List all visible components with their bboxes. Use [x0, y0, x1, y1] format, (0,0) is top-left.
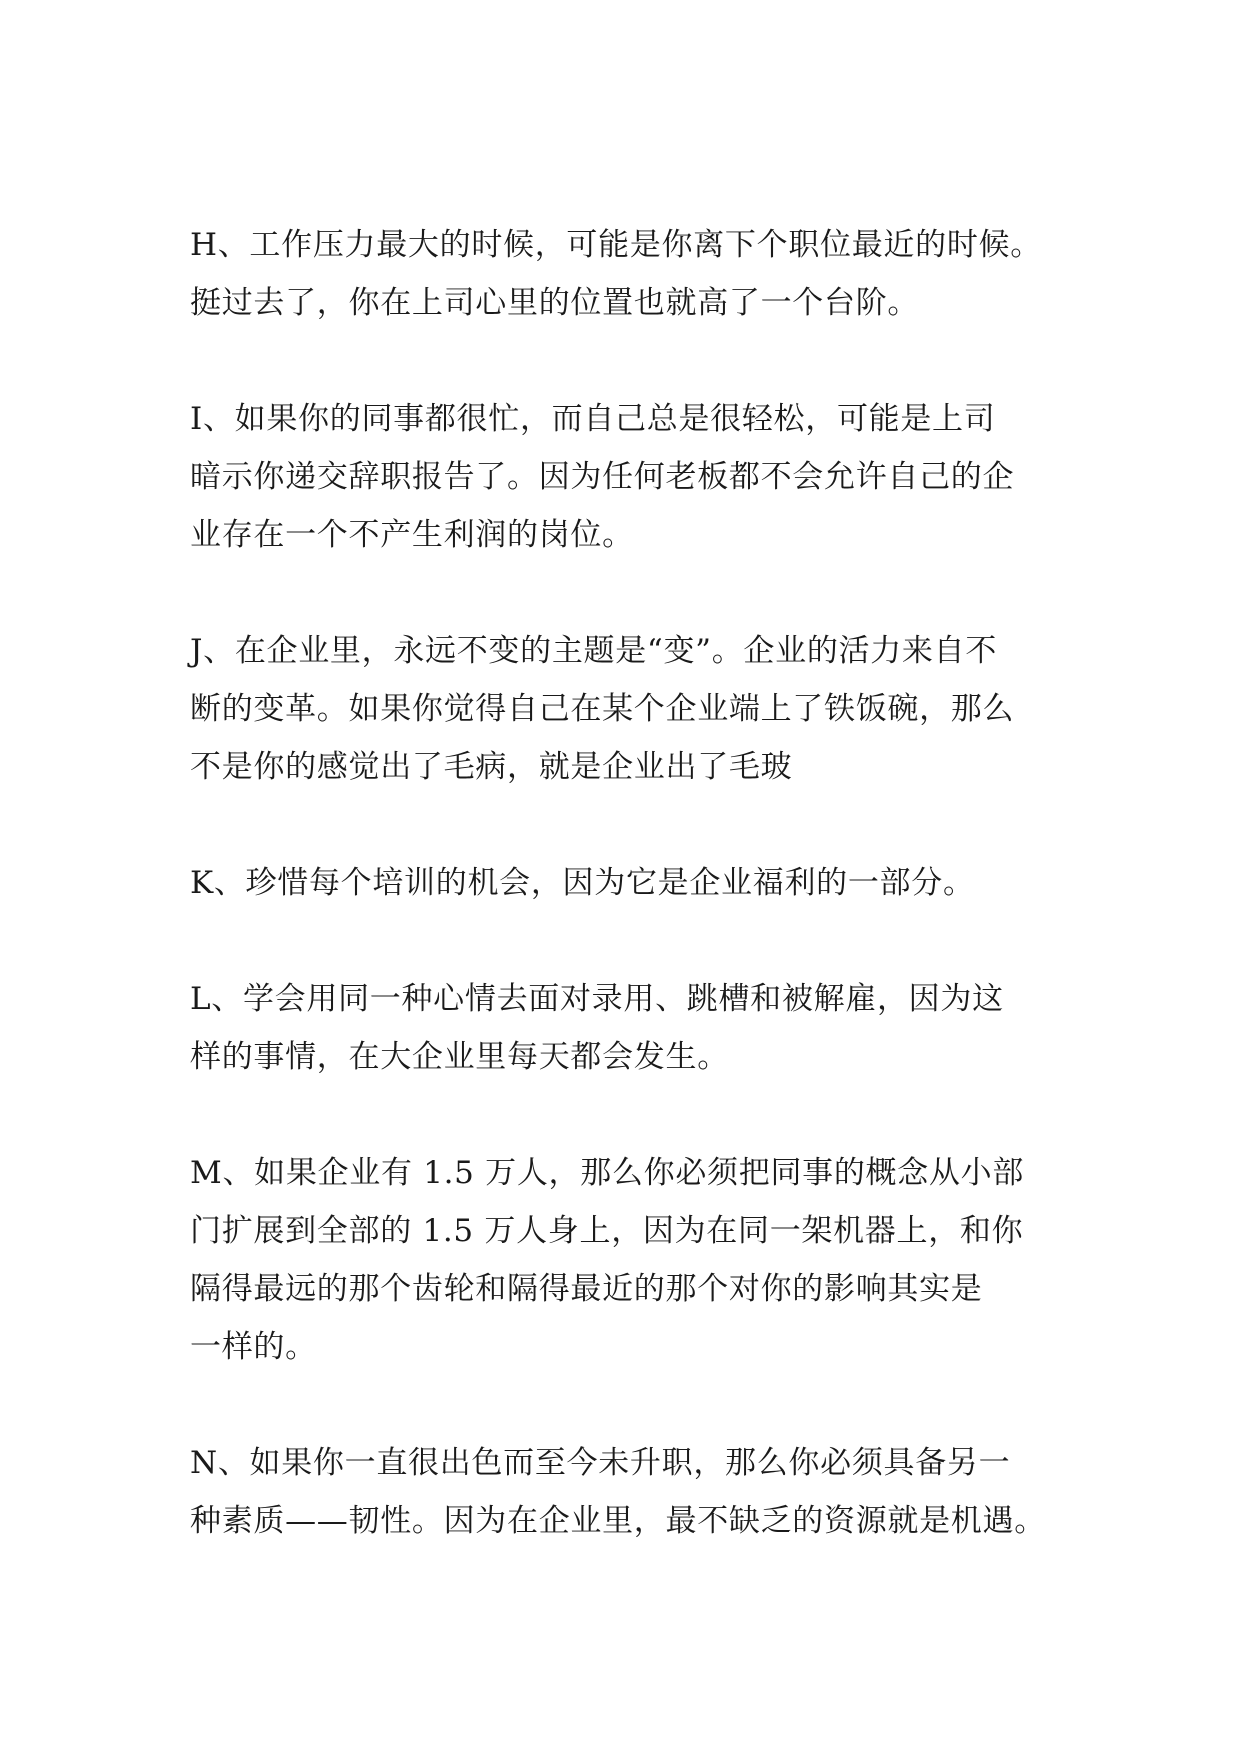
paragraph-l — [190, 970, 1070, 1086]
paragraph-i — [190, 390, 1070, 564]
paragraph-line: 隔得最远的那个齿轮和隔得最近的那个对你的影响其实是 — [190, 1271, 983, 1307]
paragraph-line: 挺过去了，你在上司心里的位置也就高了一个台阶。 — [190, 285, 920, 321]
paragraph-m — [190, 1144, 1070, 1376]
paragraph-line: 种素质——韧性。因为在企业里，最不缺乏的资源就是机遇。 — [190, 1503, 1046, 1539]
paragraph-j — [190, 622, 1070, 796]
paragraph-line: 一样的。 — [190, 1329, 317, 1365]
paragraph-line: 业存在一个不产生利润的岗位。 — [190, 517, 634, 553]
paragraph-line: 不是你的感觉出了毛病，就是企业出了毛玻 — [190, 749, 793, 785]
paragraph-line: 暗示你递交辞职报告了。因为任何老板都不会允许自己的企 — [190, 459, 1015, 495]
paragraph-k — [190, 854, 1070, 912]
paragraph-line: K、珍惜每个培训的机会，因为它是企业福利的一部分。 — [190, 865, 975, 901]
paragraph-h — [190, 216, 1070, 332]
paragraph-line: 样的事情，在大企业里每天都会发生。 — [190, 1039, 729, 1075]
paragraph-line: I、如果你的同事都很忙，而自己总是很轻松，可能是上司 — [190, 401, 996, 437]
paragraph-line: M、如果企业有 1.5 万人，那么你必须把同事的概念从小部 — [190, 1155, 1025, 1191]
document-body — [190, 216, 1070, 1608]
paragraph-line: L、学会用同一种心情去面对录用、跳槽和被解雇，因为这 — [190, 981, 1004, 1017]
paragraph-line: H、工作压力最大的时候，可能是你离下个职位最近的时候。 — [190, 227, 1042, 263]
paragraph-n — [190, 1434, 1070, 1550]
paragraph-line: 门扩展到全部的 1.5 万人身上，因为在同一架机器上，和你 — [190, 1213, 1024, 1249]
paragraph-line: N、如果你一直很出色而至今未升职，那么你必须具备另一 — [190, 1445, 1011, 1481]
paragraph-line: 断的变革。如果你觉得自己在某个企业端上了铁饭碗，那么 — [190, 691, 1015, 727]
paragraph-line: J、在企业里，永远不变的主题是“变”。企业的活力来自不 — [190, 633, 998, 669]
